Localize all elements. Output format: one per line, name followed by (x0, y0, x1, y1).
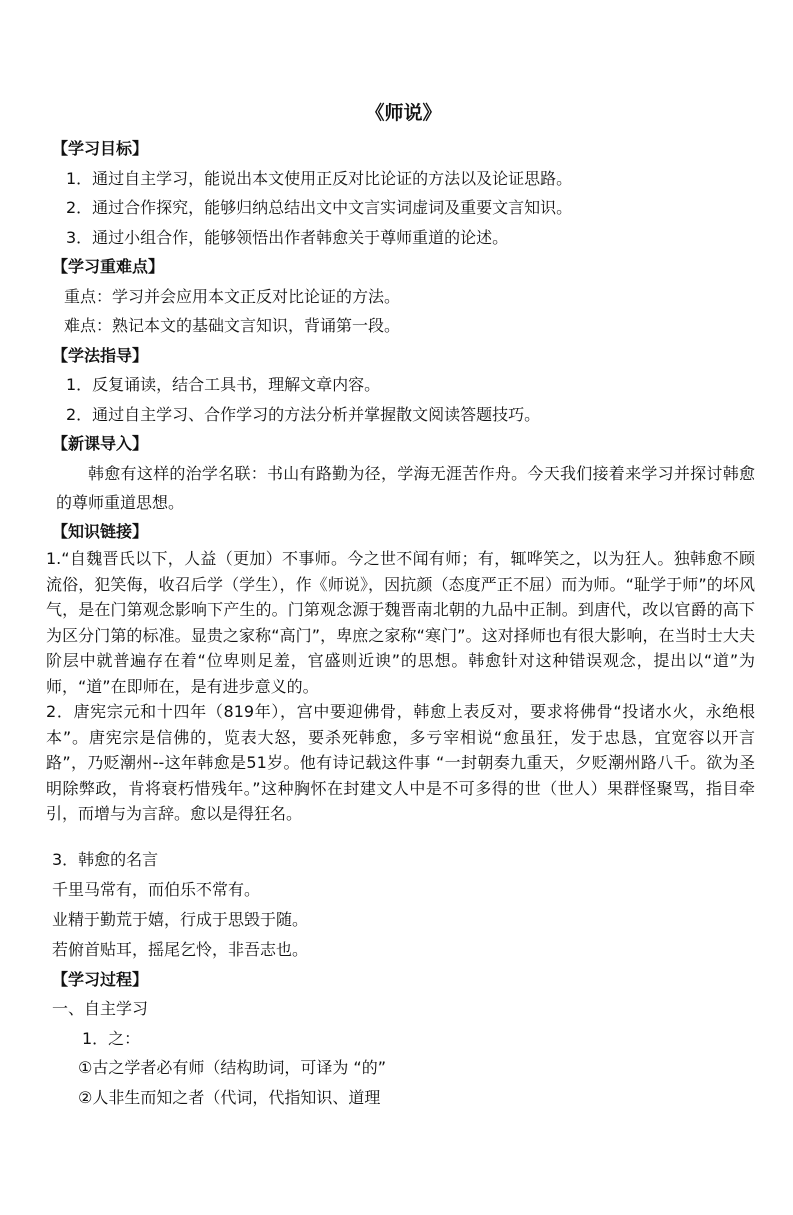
key-point-item: 难点：熟记本文的基础文言知识，背诵第一段。 (64, 316, 401, 335)
intro-heading: 【新课导入】 (52, 434, 149, 453)
quote-item: 业精于勤荒于嬉，行成于思毁于随。 (52, 909, 309, 929)
method-item: 2．通过自主学习、合作学习的方法分析并掌握散文阅读答题技巧。 (66, 404, 541, 424)
intro-paragraph: 韩愈有这样的治学名联：书山有路勤为径，学海无涯苦作舟。今天我们接着来学习并探讨韩愈的尊师重道思想。 (56, 463, 755, 512)
method-heading: 【学法指导】 (52, 345, 149, 365)
process-sub: 1．之： (82, 1028, 141, 1048)
goal-item: 1．通过自主学习，能说出本文使用正反对比论证的方法以及论证思路。 (66, 168, 573, 188)
goal-item: 2．通过合作探究，能够归纳总结出文中文言实词虚词及重要文言知识。 (66, 198, 573, 217)
knowledge-paragraph-1: 1.“自魏晋氏以下，人益（更加）不事师。今之世不闻有师；有，辄哗笑之，以为狂人。独韩愈不顾流俗，犯笑侮，收召后学（学生），作《师说》，因抗颜（态度严正不屈）而为师。“耻学于师”的坏风气，是在门第观念影响下产生的。门第观念源于魏晋南北朝的九品中正制。到唐代，改以官爵的高下为区分门第的标准。显贵之家称“高门”，卑庶之家称“寒门”。这对择师也有很大影响，在当时士大夫阶层中就普遍存在着“位卑则足羞，官盛则近谀”的思想。韩愈针对这种错误观念，提出以“道”为师，“道”在即师在，是有进步意义的。 (46, 549, 755, 696)
document-title: 《师说》 (365, 102, 442, 124)
knowledge-heading: 【知识链接】 (52, 521, 149, 541)
process-example: ②人非生而知之者（代词，代指知识、道理 (78, 1087, 381, 1107)
process-heading: 【学习过程】 (52, 969, 149, 989)
key-point-item: 重点：学习并会应用本文正反对比论证的方法。 (64, 286, 401, 306)
quotes-label: 3．韩愈的名言 (52, 849, 159, 869)
key-points-heading: 【学习重难点】 (52, 257, 165, 276)
quote-item: 千里马常有，而伯乐不常有。 (52, 879, 261, 899)
process-part: 一、自主学习 (52, 999, 149, 1018)
spacer (52, 827, 755, 845)
goal-item: 3．通过小组合作，能够领悟出作者韩愈关于尊师重道的论述。 (66, 227, 509, 247)
goals-heading: 【学习目标】 (52, 139, 149, 158)
method-item: 1．反复诵读，结合工具书，理解文章内容。 (66, 375, 381, 394)
quote-item: 若俯首贴耳，摇尾乞怜，非吾志也。 (52, 939, 309, 959)
knowledge-paragraph-2: 2．唐宪宗元和十四年（819年），宫中要迎佛骨，韩愈上表反对，要求将佛骨“投诸水火，永绝根本”。唐宪宗是信佛的，览表大怒，要杀死韩愈，多亏宰相说“愈虽狂，发于忠恳，宜宽容以开言路”，乃贬潮州--这年韩愈是51岁。他有诗记载这件事 “一封朝奏九重天，夕贬潮州路八千。欲为圣明除弊政，肯将衰朽惜残年。”这种胸怀在封建文人中是不可多得的世（世人）果群怪聚骂，指目牵引，而增与为言辞。愈以是得狂名。 (46, 702, 755, 823)
process-example: ①古之学者必有师（结构助词，可译为 “的” (78, 1058, 387, 1077)
